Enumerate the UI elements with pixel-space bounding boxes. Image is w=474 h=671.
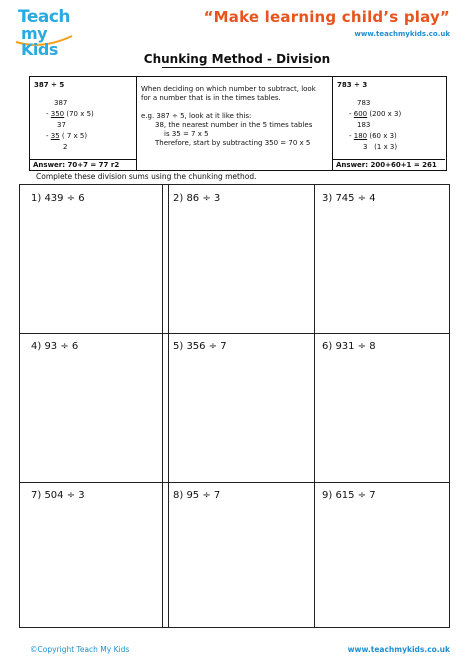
- question-1: 1) 439 ÷ 6: [31, 193, 85, 204]
- grid-line: [168, 184, 169, 628]
- explanation-line: Therefore, start by subtracting 350 = 70 x 5: [155, 139, 311, 147]
- tagline: “Make learning child’s play”: [203, 8, 450, 26]
- example-box: [29, 76, 447, 171]
- example-right-line: 783: [357, 99, 371, 107]
- explanation-line: for a number that is in the times tables.: [141, 94, 281, 102]
- example-left-line: 37: [57, 121, 66, 129]
- example-left-line: - 350 (70 x 5): [46, 110, 94, 118]
- example-left-line: 387: [54, 99, 68, 107]
- question-6: 6) 931 ÷ 8: [322, 341, 376, 352]
- example-right-line: 183: [357, 121, 371, 129]
- question-8: 8) 95 ÷ 7: [173, 490, 221, 501]
- footer-copyright: ©Copyright Teach My Kids: [30, 645, 130, 654]
- question-7: 7) 504 ÷ 3: [31, 490, 85, 501]
- explanation-line: is 35 = 7 x 5: [164, 130, 209, 138]
- grid-line: [19, 627, 450, 628]
- grid-line: [162, 184, 163, 628]
- example-left-problem: 387 ÷ 5: [34, 81, 65, 89]
- footer-website-link[interactable]: www.teachmykids.co.uk: [347, 645, 450, 654]
- example-right-line: - 600 (200 x 3): [349, 110, 402, 118]
- grid-line: [19, 482, 450, 483]
- question-5: 5) 356 ÷ 7: [173, 341, 227, 352]
- grid-line: [314, 184, 315, 628]
- example-left-line: 2: [63, 143, 68, 151]
- grid-line: [19, 333, 450, 334]
- question-2: 2) 86 ÷ 3: [173, 193, 221, 204]
- example-left-line: - 35 ( 7 x 5): [46, 132, 88, 140]
- logo-text-mykids: my Kids: [21, 24, 58, 59]
- explanation-line: e.g. 387 ÷ 5, look at it like this:: [141, 112, 252, 120]
- example-right-problem: 783 ÷ 3: [337, 81, 368, 89]
- example-right-answer: Answer: 200+60+1 = 261: [333, 159, 445, 170]
- instruction-text: Complete these division sums using the chunking method.: [36, 172, 257, 181]
- example-right-panel: [333, 77, 445, 170]
- question-3: 3) 745 ÷ 4: [322, 193, 376, 204]
- example-middle-panel: [137, 77, 333, 170]
- example-right-line: - 180 (60 x 3): [349, 132, 397, 140]
- question-4: 4) 93 ÷ 6: [31, 341, 79, 352]
- teach-my-kids-logo: [12, 6, 76, 59]
- explanation-line: When deciding on which number to subtract, look: [141, 85, 316, 93]
- grid-line: [449, 184, 450, 628]
- question-9: 9) 615 ÷ 7: [322, 490, 376, 501]
- example-left-answer: Answer: 70+7 = 77 r2: [30, 159, 136, 170]
- page-title: Chunking Method - Division: [143, 52, 331, 66]
- question-grid: [19, 184, 450, 628]
- example-left-panel: [30, 77, 137, 170]
- explanation-line: 38, the nearest number in the 5 times tables: [155, 121, 313, 129]
- header-website-link[interactable]: www.teachmykids.co.uk: [354, 30, 450, 38]
- grid-line: [19, 184, 450, 185]
- example-right-line: 3 (1 x 3): [363, 143, 398, 151]
- title-underline: [162, 67, 312, 68]
- grid-line: [19, 184, 20, 628]
- logo-text-teach: Teach: [18, 7, 71, 27]
